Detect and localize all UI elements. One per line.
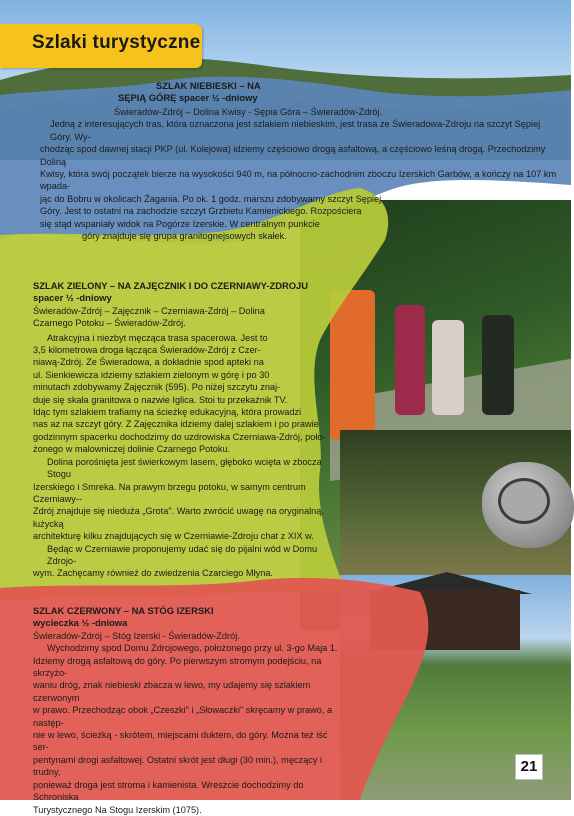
text-line: Zdrój znajduje się nieduża „Grota". Warto zwrócić uwagę na oryginalną, łużycką bbox=[33, 506, 324, 529]
hiker-figure bbox=[482, 315, 514, 415]
blue-trail-heading bbox=[118, 80, 338, 105]
green-heading: SZLAK ZIELONY – NA ZAJĘCZNIK I DO CZERNIAWY-ZDROJU bbox=[33, 280, 309, 291]
green-paragraph bbox=[33, 543, 333, 580]
text-line: Wychodzimy spod Domu Zdrojowego, położonego przy ul. 3-go Maja 1. bbox=[47, 643, 338, 654]
text-line: nie w lewo, ścieżką - skrótem, miejscami duktem, do góry. Można też iść ser- bbox=[33, 730, 328, 753]
stone-emblem-icon bbox=[498, 478, 550, 524]
red-trail-text bbox=[33, 605, 343, 816]
text-line: Kwisy, która swój początek bierze na wysokości 940 m, na północno-zachodnim zboczu Izerskich Garbów, a kończy na 107 km wpada- bbox=[40, 169, 557, 192]
text-line: Góry. Jest to ostatni na zachodzie szczyt Grzbietu Kamienickiego. Rozpościera bbox=[40, 206, 362, 217]
text-line: Dolina porośnięta jest świerkowym lasem, głęboko wcięta w zbocza Stogu bbox=[47, 456, 322, 480]
text-line: w prawo. Przechodząc obok „Czeszki" i „Słowaczki" skręcamy w prawo, a następ- bbox=[33, 705, 333, 728]
text-line: nas az na szczyt góry. Z Zajęcznika idziemy dalej szlakiem i po prawie bbox=[33, 419, 319, 430]
text-line: minutach zdobywamy Zajęcznik (595). Po niżej szczytu znaj- bbox=[33, 382, 281, 393]
text-line: architekturę kilku znajdujących się w Czerniawie-Zdroju chat z XIX w. bbox=[33, 531, 314, 542]
text-line: Będąc w Czerniawie proponujemy udać się do pijalni wód w Domu Zdrojo- bbox=[47, 543, 318, 566]
text-line: Atrakcyjna i niezbyt męcząca trasa spacerowa. Jest to bbox=[47, 332, 268, 343]
green-route-line: Czarnego Potoku – Świeradów-Zdrój. bbox=[33, 318, 186, 329]
blue-trail-text bbox=[40, 106, 560, 242]
red-heading: SZLAK CZERWONY – NA STÓG IZERSKI bbox=[33, 605, 214, 616]
text-line: Jedną z interesujących tras, która oznaczona jest szlakiem niebieskim, jest trasa ze Świeradowa-Zdroju na szczyt Sępiej Góry. Wy- bbox=[50, 119, 541, 142]
blue-route: Świeradów-Zdrój – Dolina Kwisy - Sępia Góra – Świeradów-Zdrój. bbox=[114, 107, 383, 117]
text-line: Idąc tym szlakiem trafiamy na ścieżkę edukacyjną, która prowadzi bbox=[33, 407, 302, 418]
blue-heading-line2: SĘPIĄ GÓRĘ spacer ½ -dniowy bbox=[118, 92, 258, 104]
text-line: się stąd wspaniały widok na Pogórze Izerskie. W centralnym punkcie bbox=[40, 218, 320, 229]
blue-heading-line1: SZLAK NIEBIESKI – NA bbox=[156, 80, 261, 91]
text-line: waniu dróg, znak niebieski zbacza w lewo, my udajemy się szlakiem czerwonym bbox=[33, 680, 311, 703]
text-line: wym. Zachęcamy również do zwiedzenia Czarciego Młyna. bbox=[33, 568, 273, 579]
text-line: Izerskiego i Smreka. Na prawym brzegu potoku, w samym centrum Czerniawy-- bbox=[33, 481, 306, 504]
text-line: chodząc spod dawnej stacji PKP (ul. Kolejowa) idziemy częściowo drogą asfaltową, a częściowo leśną drogą. Przechodzimy Doliną bbox=[40, 144, 546, 167]
green-paragraph bbox=[33, 332, 333, 456]
red-route: Świeradów-Zdrój – Stóg Izerski - Świeradów-Zdrój. bbox=[33, 630, 240, 641]
red-subheading: wycieczka ½ -dniowa bbox=[33, 617, 128, 629]
green-subheading: spacer ½ -dniowy bbox=[33, 292, 112, 304]
text-line: Turystycznego Na Stogu Izerskim (1075). bbox=[33, 804, 202, 815]
text-line: pentynami drogi asfaltowej. Ostatni skrót jest długi (30 min.), męczący i trudny, bbox=[33, 754, 323, 778]
page-title: Szlaki turystyczne bbox=[32, 32, 201, 53]
text-line: ponieważ droga jest stroma i kamienista. Wreszcie dochodzimy do Schroniska bbox=[33, 779, 304, 803]
green-trail-text bbox=[33, 280, 333, 580]
text-line: 3,5 kilometrowa droga łącząca Świeradów-Zdrój z Czer- bbox=[33, 345, 261, 356]
text-line: żonego w malowniczej dolinie Czarnego Potoku. bbox=[33, 444, 231, 455]
red-paragraph bbox=[33, 642, 343, 816]
text-line: niawą-Zdrój. Ze Świeradowa, a dokładnie spod apteki na bbox=[33, 357, 264, 368]
hiker-figure bbox=[432, 320, 464, 415]
text-line: ul. Sienkiewicza idziemy szlakiem zielonym w górę i po 30 bbox=[33, 369, 270, 380]
page-number: 21 bbox=[515, 754, 543, 780]
green-paragraph bbox=[33, 456, 333, 543]
text-line: Idziemy drogą asfaltową do góry. Po pierwszym stromym podejściu, na skrzyżo- bbox=[33, 655, 322, 679]
text-line: duje się skała granitowa o nazwie Iglica. Stoi tu przekaźnik TV. bbox=[33, 394, 288, 405]
text-line: jąc do Bobru w okolicach Żagania. Po ok. 1 godz. marszu zdobywamy szczyt Sępiej bbox=[40, 193, 382, 204]
text-line: godzinnym spacerku dochodzimy do uzdrowiska Czerniawa-Zdrój, poło- bbox=[33, 431, 326, 442]
text-line: góry znajduje się grupa granitognejsowych skałek. bbox=[82, 231, 287, 242]
green-route-line: Świeradów-Zdrój – Zajęcznik – Czerniawa-Zdrój – Dolina bbox=[33, 305, 265, 316]
